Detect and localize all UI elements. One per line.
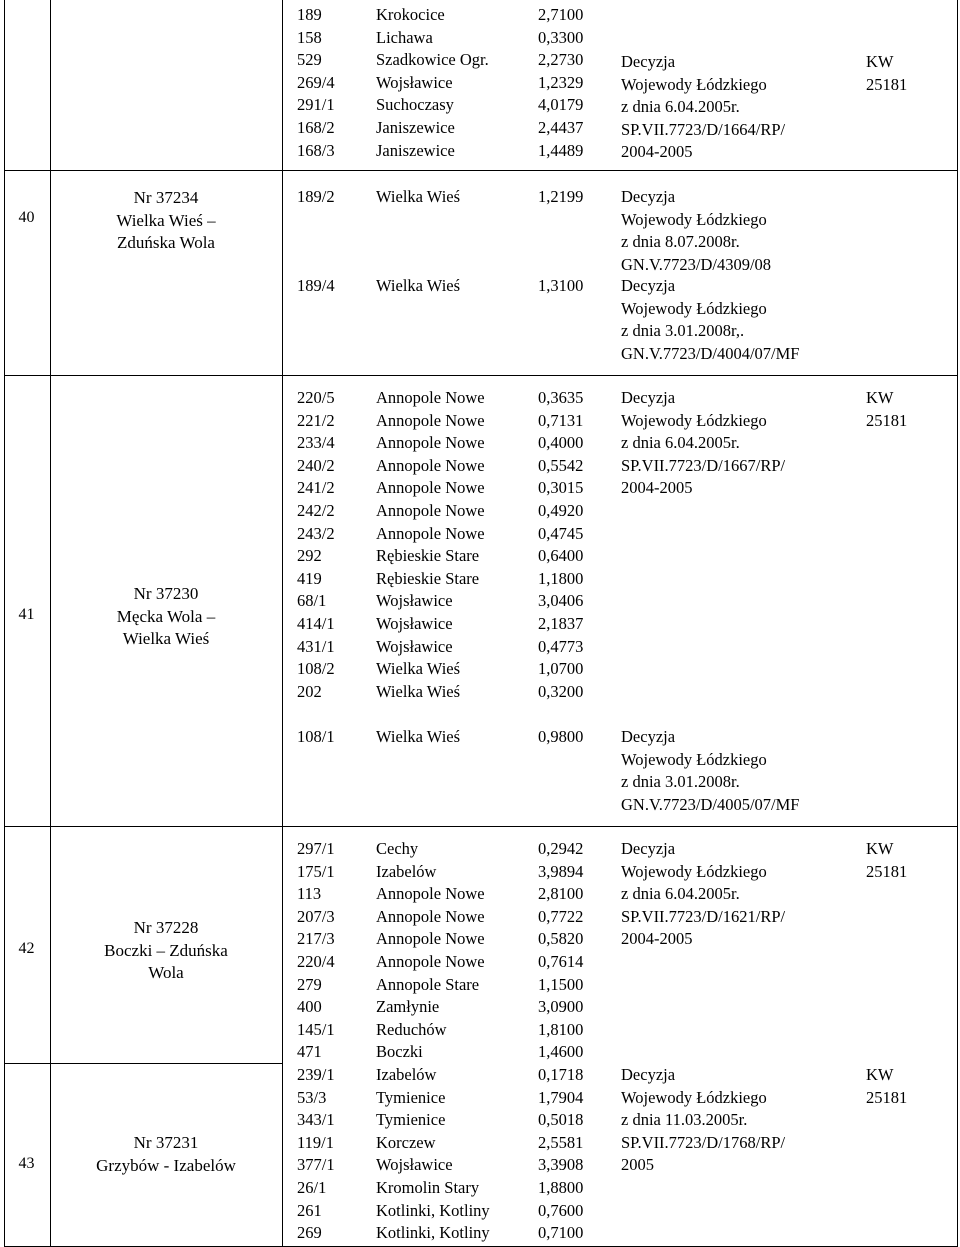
locality-name: Wielka Wieś — [376, 659, 461, 679]
grid-line-horizontal — [4, 826, 957, 827]
decision-line: z dnia 6.04.2005r. — [621, 97, 740, 117]
plot-number: 175/1 — [297, 861, 335, 881]
area-value: 2,7100 — [538, 5, 584, 24]
area-value: 2,4437 — [538, 117, 584, 137]
plot-number: 145/1 — [297, 1019, 335, 1039]
plot-number: 119/1 — [297, 1132, 334, 1152]
area-value: 0,6400 — [538, 546, 584, 566]
decision-line: Decyzja — [621, 727, 676, 746]
locality-name: Janiszewice — [376, 117, 455, 137]
locality-name: Annopole Nowe — [376, 884, 485, 904]
locality-name: Annopole Nowe — [376, 523, 485, 543]
plot-number: 168/3 — [297, 140, 335, 160]
road-name-line: Grzybów - Izabelów — [96, 1155, 236, 1175]
decision-line: Wojewody Łódzkiego — [621, 74, 767, 94]
row-number: 42 — [18, 940, 35, 957]
locality-name: Annopole Nowe — [376, 929, 485, 949]
decision-line: Wojewody Łódzkiego — [621, 209, 767, 229]
area-value: 2,1837 — [538, 613, 584, 633]
plot-number: 529 — [297, 50, 322, 70]
decision-line: SP.VII.7723/D/1664/RP/ — [621, 119, 786, 139]
locality-name: Wojsławice — [376, 1155, 453, 1175]
land-register-line: KW — [866, 52, 894, 71]
decision-line: Wojewody Łódzkiego — [621, 861, 767, 881]
area-value: 0,3635 — [538, 388, 584, 407]
locality-list — [376, 387, 485, 703]
row-number: 41 — [18, 606, 35, 623]
road-name-line: Wielka Wieś — [122, 629, 210, 649]
plot-number: 168/2 — [297, 117, 335, 137]
decision-line: z dnia 3.01.2008r,. — [621, 321, 745, 341]
decision-block — [621, 1064, 785, 1177]
plot-number: 202 — [297, 681, 322, 701]
area-value: 0,3015 — [538, 478, 584, 498]
road-name-line: Nr 37231 — [133, 1133, 199, 1152]
plot-number: 240/2 — [297, 455, 335, 475]
area-value: 1,0700 — [538, 659, 584, 679]
land-register-number — [866, 838, 907, 883]
area-list — [538, 275, 583, 298]
locality-name: Wojsławice — [376, 591, 453, 611]
area-list — [538, 186, 583, 209]
locality-name: Wielka Wieś — [376, 187, 461, 206]
plot-number: 377/1 — [297, 1155, 335, 1175]
locality-list — [376, 726, 460, 749]
decision-line: 2004-2005 — [621, 478, 693, 498]
area-value: 1,4600 — [538, 1042, 584, 1062]
area-value: 3,3908 — [538, 1155, 584, 1175]
decision-block — [621, 275, 799, 365]
area-value: 2,5581 — [538, 1132, 584, 1152]
area-value: 0,2942 — [538, 839, 584, 858]
row-number: 43 — [18, 1155, 35, 1172]
grid-line-horizontal — [4, 170, 957, 171]
locality-name: Boczki — [376, 1042, 423, 1062]
road-name-line: Wielka Wieś – — [116, 210, 216, 230]
decision-line: z dnia 3.01.2008r. — [621, 772, 740, 792]
locality-name: Kotlinki, Kotliny — [376, 1223, 490, 1243]
plot-number: 243/2 — [297, 523, 335, 543]
decision-block — [621, 387, 785, 500]
land-register-line: KW — [866, 839, 894, 858]
plot-number: 158 — [297, 27, 322, 47]
locality-name: Wojsławice — [376, 72, 453, 92]
locality-list — [376, 1064, 490, 1245]
land-register-line: 25181 — [866, 410, 908, 430]
area-value: 0,7600 — [538, 1200, 584, 1220]
road-name-line: Wola — [148, 963, 184, 983]
plot-number: 292 — [297, 546, 322, 566]
locality-name: Tymienice — [376, 1110, 446, 1130]
land-register-line: KW — [866, 1065, 894, 1084]
plot-number: 242/2 — [297, 500, 335, 520]
locality-name: Annopole Nowe — [376, 433, 485, 453]
locality-name: Wielka Wieś — [376, 727, 461, 746]
locality-name: Wojsławice — [376, 636, 453, 656]
grid-line-vertical — [282, 0, 283, 1247]
locality-name: Korczew — [376, 1132, 436, 1152]
plot-number: 419 — [297, 568, 322, 588]
land-register-line: KW — [866, 388, 894, 407]
grid-line-horizontal — [4, 375, 957, 376]
decision-line: SP.VII.7723/D/1621/RP/ — [621, 906, 786, 926]
plot-number: 269 — [297, 1223, 322, 1243]
locality-name: Rębieskie Stare — [376, 546, 480, 566]
area-value: 1,7904 — [538, 1087, 584, 1107]
area-value: 0,4000 — [538, 433, 584, 453]
locality-name: Tymienice — [376, 1087, 446, 1107]
plot-number: 239/1 — [297, 1065, 335, 1084]
decision-line: Wojewody Łódzkiego — [621, 749, 767, 769]
decision-line: Wojewody Łódzkiego — [621, 410, 767, 430]
locality-name: Zamłynie — [376, 997, 440, 1017]
area-value: 0,5542 — [538, 455, 584, 475]
decision-line: Decyzja — [621, 388, 676, 407]
area-value: 3,0900 — [538, 997, 584, 1017]
area-value: 0,4745 — [538, 523, 584, 543]
area-value: 0,5820 — [538, 929, 584, 949]
locality-list — [376, 275, 460, 298]
plot-number: 279 — [297, 974, 322, 994]
plot-number: 291/1 — [297, 95, 335, 115]
decision-line: SP.VII.7723/D/1667/RP/ — [621, 455, 786, 475]
decision-block — [621, 838, 785, 951]
area-value: 4,0179 — [538, 95, 584, 115]
plot-number: 68/1 — [297, 591, 327, 611]
decision-block — [621, 726, 799, 816]
plot-number: 297/1 — [297, 839, 335, 858]
road-name — [52, 582, 280, 650]
road-name-line: Nr 37230 — [133, 584, 199, 603]
plot-number: 241/2 — [297, 478, 335, 498]
locality-name: Wielka Wieś — [376, 681, 461, 701]
plot-number: 220/5 — [297, 388, 335, 407]
plot-number-list — [297, 726, 335, 749]
locality-list — [376, 186, 460, 209]
locality-name: Rębieskie Stare — [376, 568, 480, 588]
decision-block — [621, 186, 771, 276]
area-list — [538, 387, 583, 703]
road-name — [52, 186, 280, 254]
road-name-line: Nr 37234 — [133, 188, 199, 207]
locality-name: Suchoczasy — [376, 95, 454, 115]
decision-line: Decyzja — [621, 187, 676, 206]
plot-number: 217/3 — [297, 929, 335, 949]
area-value: 1,8100 — [538, 1019, 584, 1039]
decision-line: Wojewody Łódzkiego — [621, 298, 767, 318]
plot-number: 189 — [297, 5, 322, 24]
area-value: 1,2329 — [538, 72, 584, 92]
grid-line-vertical — [957, 0, 958, 1247]
road-name-line: Męcka Wola – — [116, 606, 216, 626]
locality-name: Annopole Nowe — [376, 478, 485, 498]
locality-name: Annopole Nowe — [376, 388, 485, 407]
plot-number-list — [297, 838, 335, 1064]
decision-line: z dnia 11.03.2005r. — [621, 1110, 748, 1130]
land-register-number — [866, 387, 907, 432]
locality-name: Annopole Nowe — [376, 455, 485, 475]
locality-name: Kromolin Stary — [376, 1177, 480, 1197]
decision-line: GN.V.7723/D/4309/08 — [621, 254, 772, 274]
area-list — [538, 726, 583, 749]
decision-line: Decyzja — [621, 839, 676, 858]
locality-name: Janiszewice — [376, 140, 455, 160]
plot-number: 431/1 — [297, 636, 335, 656]
area-list — [538, 838, 583, 1064]
locality-name: Annopole Nowe — [376, 951, 485, 971]
area-value: 0,4920 — [538, 500, 584, 520]
plot-number: 233/4 — [297, 433, 335, 453]
locality-name: Cechy — [376, 839, 419, 858]
locality-name: Lichawa — [376, 27, 433, 47]
area-value: 2,2730 — [538, 50, 584, 70]
locality-name: Krokocice — [376, 5, 445, 24]
area-value: 2,8100 — [538, 884, 584, 904]
area-value: 3,9894 — [538, 861, 584, 881]
area-value: 0,7722 — [538, 906, 584, 926]
land-register-number — [866, 1064, 907, 1109]
grid-line-vertical — [50, 0, 51, 1247]
decision-line: Decyzja — [621, 52, 676, 71]
area-value: 1,4489 — [538, 140, 584, 160]
area-value: 0,3200 — [538, 681, 584, 701]
area-value: 1,3100 — [538, 276, 584, 295]
plot-number-list — [297, 186, 335, 209]
plot-number: 207/3 — [297, 906, 335, 926]
area-value: 0,7100 — [538, 1223, 584, 1243]
plot-number: 189/4 — [297, 276, 335, 295]
road-name — [52, 1131, 280, 1176]
area-value: 1,2199 — [538, 187, 584, 206]
plot-number-list — [297, 275, 335, 298]
plot-number: 220/4 — [297, 951, 335, 971]
plot-number: 400 — [297, 997, 322, 1017]
locality-name: Izabelów — [376, 861, 437, 881]
plot-number: 189/2 — [297, 187, 335, 206]
plot-number: 269/4 — [297, 72, 335, 92]
locality-name: Kotlinki, Kotliny — [376, 1200, 490, 1220]
area-value: 0,3300 — [538, 27, 584, 47]
land-register-line: 25181 — [866, 861, 908, 881]
plot-number-list — [297, 387, 335, 703]
area-value: 0,4773 — [538, 636, 584, 656]
locality-name: Szadkowice Ogr. — [376, 50, 489, 70]
plot-number: 261 — [297, 1200, 322, 1220]
plot-number: 414/1 — [297, 613, 335, 633]
row-number: 40 — [18, 209, 35, 226]
area-value: 0,9800 — [538, 727, 584, 746]
road-name-line: Zduńska Wola — [117, 233, 215, 253]
plot-number: 108/2 — [297, 659, 335, 679]
decision-line: SP.VII.7723/D/1768/RP/ — [621, 1132, 786, 1152]
decision-line: z dnia 6.04.2005r. — [621, 433, 740, 453]
decision-line: GN.V.7723/D/4005/07/MF — [621, 794, 800, 814]
locality-name: Annopole Nowe — [376, 500, 485, 520]
road-name — [52, 916, 280, 984]
area-value: 3,0406 — [538, 591, 584, 611]
plot-number: 108/1 — [297, 727, 335, 746]
locality-name: Wojsławice — [376, 613, 453, 633]
area-list — [538, 4, 583, 162]
plot-number: 53/3 — [297, 1087, 327, 1107]
decision-line: Decyzja — [621, 276, 676, 295]
locality-name: Annopole Stare — [376, 974, 480, 994]
area-value: 0,7614 — [538, 951, 584, 971]
plot-number-list — [297, 1064, 335, 1245]
plot-number: 221/2 — [297, 410, 335, 430]
land-register-number — [866, 51, 907, 96]
locality-list — [376, 4, 489, 162]
locality-name: Annopole Nowe — [376, 906, 485, 926]
plot-number: 471 — [297, 1042, 322, 1062]
decision-line: Decyzja — [621, 1065, 676, 1084]
locality-name: Annopole Nowe — [376, 410, 485, 430]
area-value: 0,7131 — [538, 410, 584, 430]
plot-number: 343/1 — [297, 1110, 335, 1130]
decision-line: 2004-2005 — [621, 929, 693, 949]
decision-block — [621, 51, 785, 164]
decision-line: 2005 — [621, 1155, 654, 1175]
locality-name: Izabelów — [376, 1065, 437, 1084]
plot-number: 26/1 — [297, 1177, 327, 1197]
road-name-line: Boczki – Zduńska — [104, 940, 228, 960]
area-value: 1,8800 — [538, 1177, 584, 1197]
plot-number-list — [297, 4, 335, 162]
grid-line-horizontal — [4, 1063, 282, 1064]
decision-line: z dnia 8.07.2008r. — [621, 232, 740, 252]
area-value: 1,1800 — [538, 568, 584, 588]
plot-number: 113 — [297, 884, 322, 904]
locality-list — [376, 838, 485, 1064]
area-value: 0,1718 — [538, 1065, 584, 1084]
land-register-line: 25181 — [866, 74, 908, 94]
area-value: 1,1500 — [538, 974, 584, 994]
road-name-line: Nr 37228 — [133, 918, 199, 937]
decision-line: GN.V.7723/D/4004/07/MF — [621, 343, 800, 363]
decision-line: 2004-2005 — [621, 142, 693, 162]
area-list — [538, 1064, 583, 1245]
locality-name: Wielka Wieś — [376, 276, 461, 295]
locality-name: Reduchów — [376, 1019, 447, 1039]
area-value: 0,5018 — [538, 1110, 584, 1130]
land-register-line: 25181 — [866, 1087, 908, 1107]
decision-line: z dnia 6.04.2005r. — [621, 884, 740, 904]
decision-line: Wojewody Łódzkiego — [621, 1087, 767, 1107]
